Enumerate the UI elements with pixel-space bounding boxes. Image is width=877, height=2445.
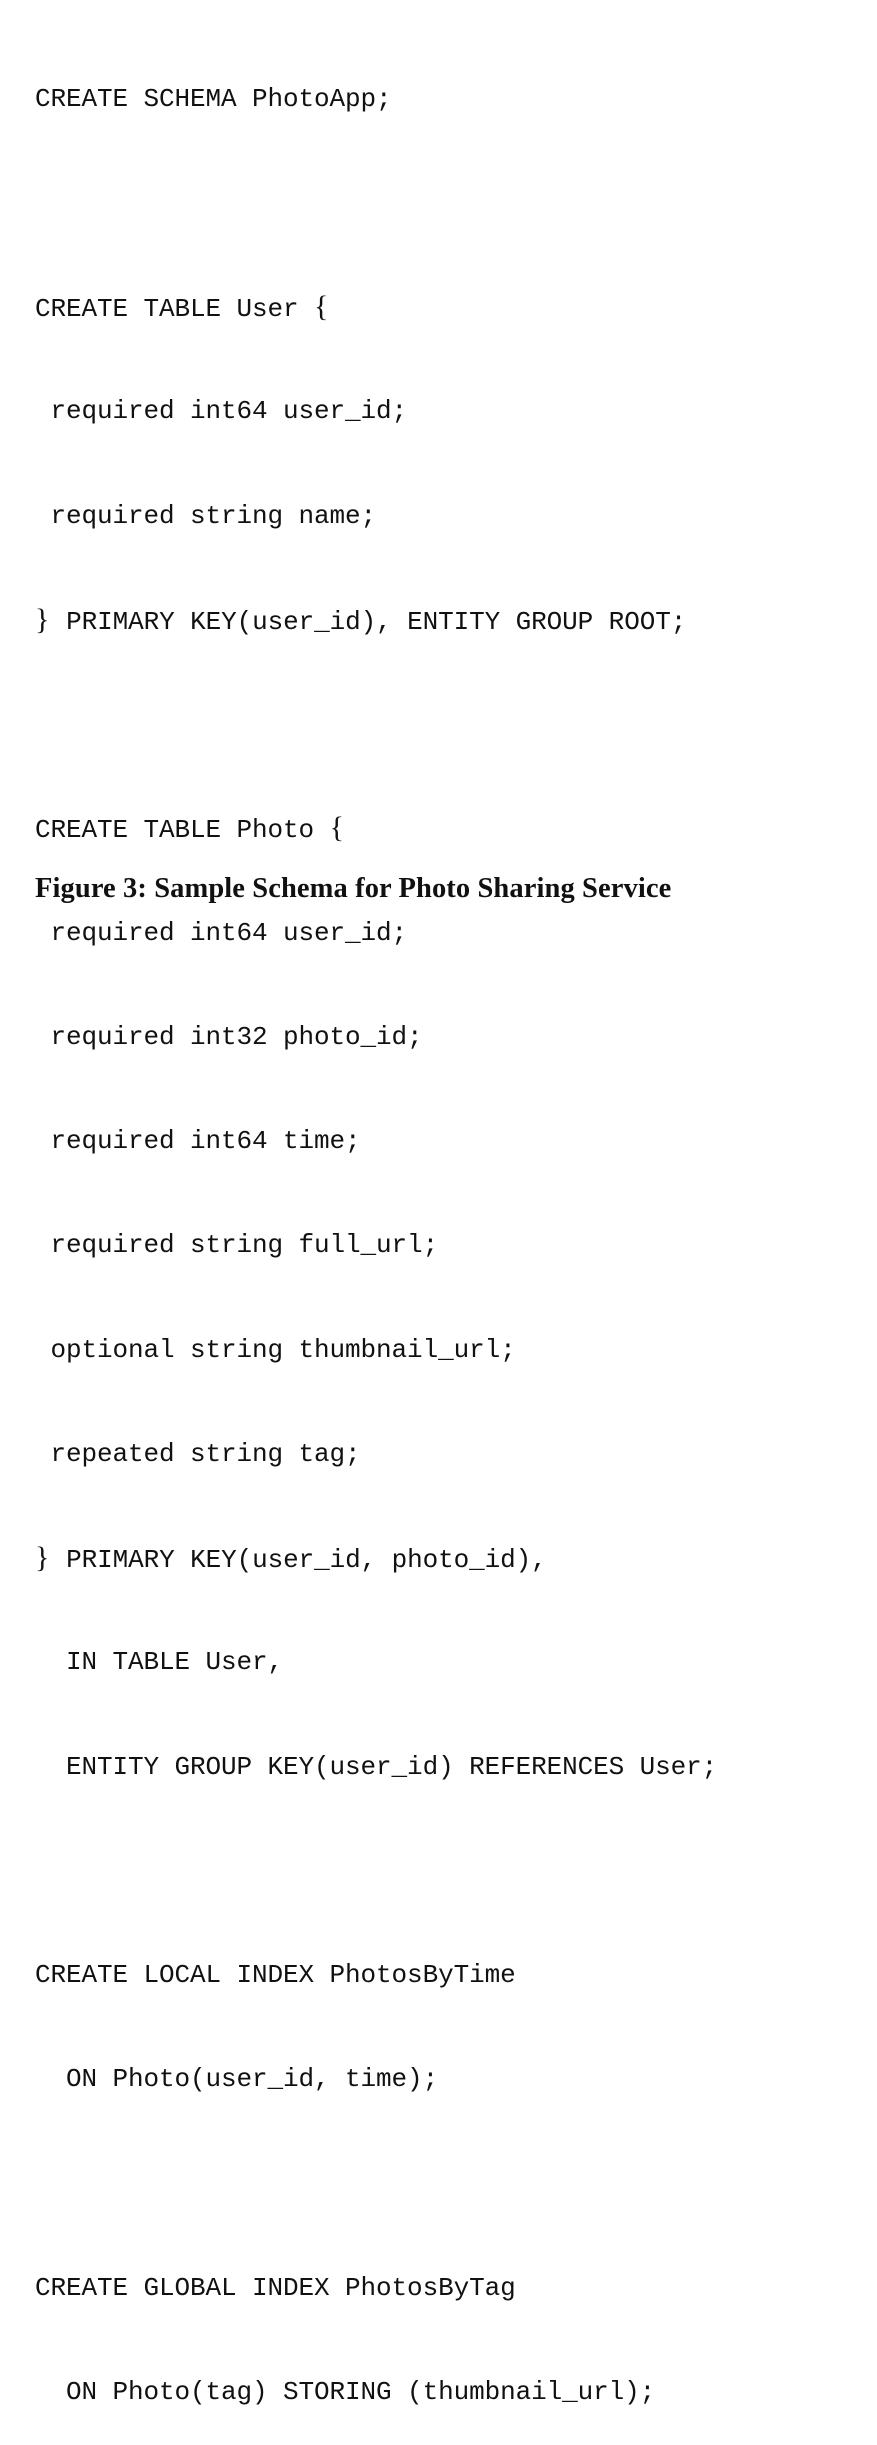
photo-field-user-id: required int64 user_id; (35, 917, 408, 948)
close-brace: } (35, 1541, 50, 1574)
photo-field-time: required int64 time; (35, 1126, 361, 1156)
entity-group-key-line: ENTITY GROUP KEY(user_id) REFERENCES User; (35, 1751, 718, 1782)
create-table-photo-line (35, 811, 717, 846)
create-global-index-line: CREATE GLOBAL INDEX PhotosByTag (35, 2272, 516, 2303)
create-local-index-line: CREATE LOCAL INDEX PhotosByTime (35, 1960, 516, 1990)
photo-field-thumbnail-url: optional string thumbnail_url; (35, 1334, 516, 1365)
create-table-photo-text: CREATE TABLE Photo (35, 815, 330, 846)
open-brace: { (314, 290, 329, 323)
open-brace: { (329, 811, 344, 845)
blank-line (35, 186, 717, 221)
photo-field-full-url: required string full_url; (35, 1230, 439, 1261)
global-index-on-line: ON Photo(tag) STORING (thumbnail_url); (35, 2377, 656, 2407)
photo-primary-key-line (35, 1541, 717, 1576)
user-primary-key-line (35, 603, 717, 638)
create-table-user-line (35, 290, 717, 325)
figure-caption: Figure 3: Sample Schema for Photo Sharing Service (35, 873, 672, 904)
user-primary-key-text: PRIMARY KEY(user_id), ENTITY GROUP ROOT; (50, 606, 687, 637)
user-field-name: required string name; (35, 500, 377, 531)
blank-line (35, 2167, 717, 2202)
photo-primary-key-text: PRIMARY KEY(user_id, photo_id), (50, 1545, 547, 1575)
in-table-user-line: IN TABLE User, (35, 1647, 284, 1678)
create-schema-line: CREATE SCHEMA PhotoApp; (35, 83, 392, 114)
create-table-user-text: CREATE TABLE User (35, 294, 315, 324)
local-index-on-line: ON Photo(user_id, time); (35, 2064, 439, 2095)
schema-code-listing (35, 12, 717, 2445)
photo-field-tag: repeated string tag; (35, 1438, 361, 1469)
blank-line (35, 1854, 717, 1889)
blank-line (35, 707, 717, 742)
close-brace: } (35, 602, 50, 636)
user-field-user-id: required int64 user_id; (35, 396, 408, 427)
photo-field-photo-id: required int32 photo_id; (35, 1021, 423, 1052)
